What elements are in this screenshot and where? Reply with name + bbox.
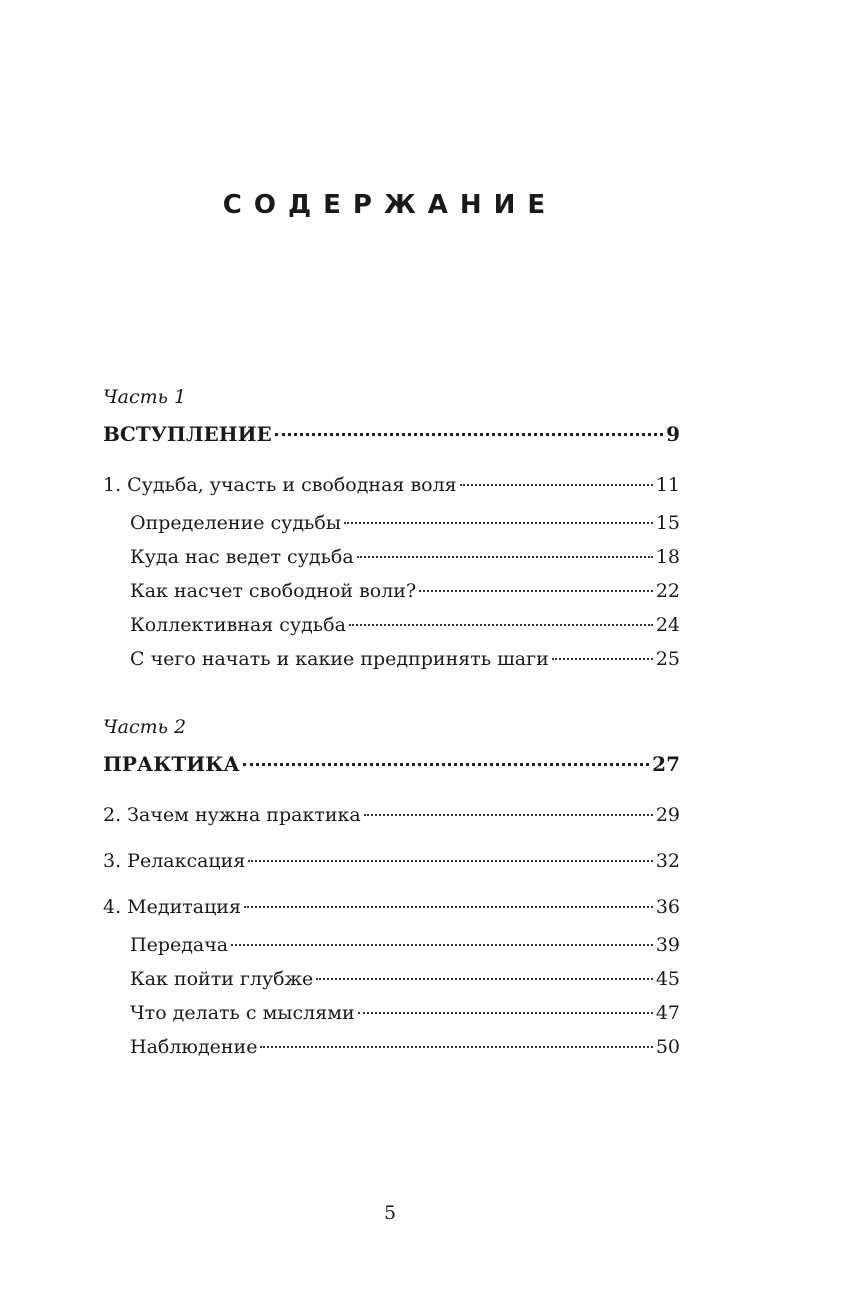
toc-entry-page: 18 — [655, 546, 680, 568]
dot-leader — [244, 906, 653, 908]
toc-subentry[interactable] — [103, 996, 680, 1030]
toc-entry-title: Как насчет свободной воли? — [130, 580, 417, 602]
dot-leader — [419, 590, 653, 592]
toc-chapter-3[interactable] — [103, 844, 680, 878]
toc-entry-title: ВСТУПЛЕНИЕ — [103, 422, 272, 446]
toc-chapter-4[interactable] — [103, 890, 680, 924]
toc-subentry[interactable] — [103, 608, 680, 642]
dot-leader — [364, 814, 653, 816]
dot-leader — [358, 1012, 653, 1014]
toc-subentry[interactable] — [103, 962, 680, 996]
dot-leader — [260, 1046, 652, 1048]
page-number: 5 — [383, 1202, 397, 1224]
toc-entry-page: 15 — [655, 512, 680, 534]
dot-leader — [316, 978, 653, 980]
dot-leader — [349, 624, 653, 626]
toc-subentry[interactable] — [103, 928, 680, 962]
dot-leader — [460, 484, 653, 486]
toc-entry-title: Что делать с мыслями — [130, 1002, 355, 1024]
toc-entry-page: 27 — [652, 752, 680, 776]
toc-entry-title: Наблюдение — [130, 1036, 258, 1058]
toc-entry-page: 50 — [655, 1036, 680, 1058]
toc-entry-page: 45 — [655, 968, 680, 990]
toc-entry-title: Как пойти глубже — [130, 968, 314, 990]
dot-leader — [275, 433, 663, 436]
toc-entry-page: 47 — [655, 1002, 680, 1024]
toc-entry-page: 29 — [655, 804, 680, 826]
part-2-label: Часть 2 — [103, 716, 187, 738]
toc-entry-page: 24 — [655, 614, 680, 636]
toc-section-intro[interactable] — [103, 412, 680, 456]
toc-subentry[interactable] — [103, 540, 680, 574]
dot-leader — [344, 522, 653, 524]
toc-entry-page: 39 — [655, 934, 680, 956]
dot-leader — [243, 763, 649, 766]
dot-leader — [357, 556, 653, 558]
toc-entry-page: 32 — [655, 850, 680, 872]
toc-entry-title: 1. Судьба, участь и свободная воля — [103, 474, 457, 496]
table-of-contents — [103, 382, 680, 1064]
toc-subentry[interactable] — [103, 1030, 680, 1064]
toc-entry-title: 3. Релаксация — [103, 850, 246, 872]
toc-section-practice[interactable] — [103, 742, 680, 786]
dot-leader — [231, 944, 653, 946]
dot-leader — [248, 860, 653, 862]
toc-entry-page: 9 — [666, 422, 680, 446]
toc-subentry[interactable] — [103, 642, 680, 676]
page-title: СОДЕРЖАНИЕ — [222, 190, 558, 220]
toc-entry-title: 4. Медитация — [103, 896, 241, 918]
dot-leader — [552, 658, 653, 660]
toc-entry-page: 36 — [655, 896, 680, 918]
toc-subentry[interactable] — [103, 506, 680, 540]
toc-entry-title: Передача — [130, 934, 229, 956]
toc-entry-title: ПРАКТИКА — [103, 752, 240, 776]
toc-chapter-2[interactable] — [103, 798, 680, 832]
toc-entry-title: Коллективная судьба — [130, 614, 346, 636]
toc-entry-title: С чего начать и какие предпринять шаги — [130, 648, 549, 670]
toc-entry-page: 11 — [655, 474, 680, 496]
toc-entry-page: 22 — [655, 580, 680, 602]
toc-entry-title: 2. Зачем нужна практика — [103, 804, 361, 826]
part-1-label: Часть 1 — [103, 386, 187, 408]
toc-chapter-1[interactable] — [103, 468, 680, 502]
toc-entry-title: Куда нас ведет судьба — [130, 546, 354, 568]
toc-entry-title: Определение судьбы — [130, 512, 341, 534]
toc-entry-page: 25 — [655, 648, 680, 670]
toc-subentry[interactable] — [103, 574, 680, 608]
